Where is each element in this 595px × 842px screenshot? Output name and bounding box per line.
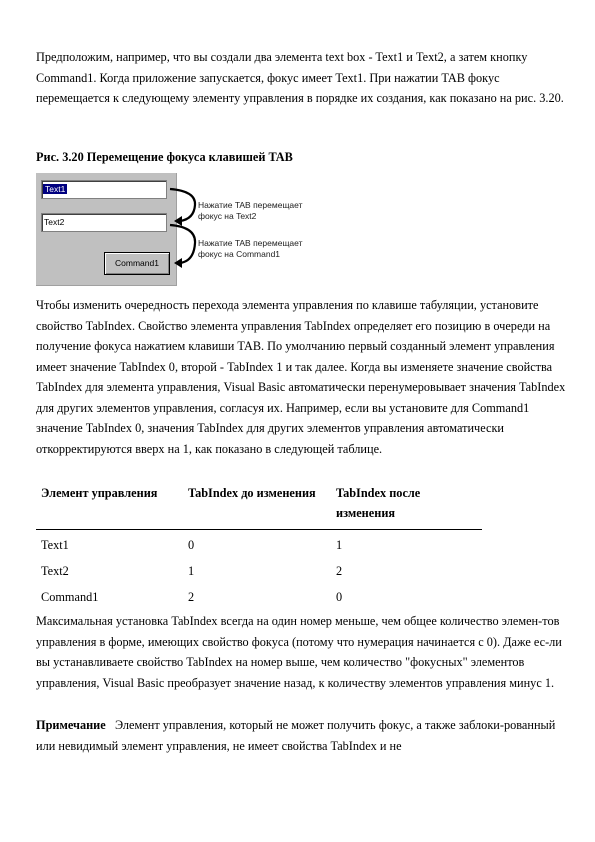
header-cell: TabIndex после изменения (336, 486, 421, 520)
note-text: Элемент управления, который не может получить фокус, а также заблоки-рованный или невидимый элемент управления, не имеет свойства TabIndex и не (36, 718, 556, 753)
table-row (36, 556, 482, 582)
tabindex-table (36, 481, 482, 608)
note-paragraph (36, 715, 566, 756)
table-cell: 1 (336, 538, 343, 552)
text1-textbox[interactable] (41, 180, 167, 199)
table-cell: Command1 (41, 590, 99, 604)
text1-value: Text1 (45, 184, 66, 194)
table-row (36, 530, 482, 556)
figure-tab-focus (36, 173, 326, 285)
command1-button[interactable]: Command1 (104, 252, 170, 275)
figure-caption: Рис. 3.20 Перемещение фокуса клавишей TAB (36, 150, 293, 164)
figure-note-2: Нажатие TAB перемещает фокус на Command1 (198, 238, 303, 259)
table-cell: 2 (336, 564, 343, 578)
max-tabindex-paragraph: Максимальная установка TabIndex всегда на один номер меньше, чем общее количество элемен-тов управления в форме, имеющих свойство фокуса (потому что нумерация начинается с 0). Даже ес-ли вы устанавливаете свойство TabIndex на номер выше, чем количество "фокусных" элементов управления, Visual Basic преобразует значение назад, к количеству элементов управления минус 1. (36, 614, 562, 690)
table-cell: 0 (188, 538, 195, 552)
header-cell: Элемент управления (41, 486, 158, 500)
table-header-row (36, 481, 482, 530)
table-cell: Text2 (41, 564, 69, 578)
text2-textbox[interactable] (41, 213, 167, 232)
table-cell: 2 (188, 590, 195, 604)
table-cell: 1 (188, 564, 195, 578)
table-row (36, 582, 482, 608)
note-label: Примечание (36, 718, 106, 732)
tab-arrows-icon (168, 181, 202, 271)
figure-note-1: Нажатие TAB перемещает фокус на Text2 (198, 200, 303, 221)
header-cell: TabIndex до изменения (188, 486, 316, 500)
tabindex-paragraph: Чтобы изменить очередность перехода элемента управления по клавише табуляции, установите свойство TabIndex. Свойство элемента управления TabIndex определяет его позицию в очереди на получение фокуса нажатием клавиши TAB. По умолчанию первый созданный элемент управления имеет значение TabIndex 0, второй - TabIndex 1 и так далее. Когда вы изменяете значение свойства TabIndex для элемента управления, Visual Basic автоматически перенумеровывает значения TabIndex для других элементов управления, согласуя их. Например, если вы установите для Command1 значение TabIndex 0, значения TabIndex для других элементов управления автоматически откорректируются вверх на 1, как показано в следующей таблице. (36, 298, 566, 456)
table-cell: 0 (336, 590, 343, 604)
intro-paragraph: Предположим, например, что вы создали два элемента text box - Text1 и Text2, а затем кнопку Command1. Когда приложение запускается, фокус имеет Text1. При нажатии TAB фокус перемещается к следующему элементу управления в порядке их создания, как показано на рис. 3.20. (36, 50, 564, 105)
table-cell: Text1 (41, 538, 69, 552)
text2-value: Text2 (44, 217, 65, 227)
form-panel (36, 173, 177, 286)
